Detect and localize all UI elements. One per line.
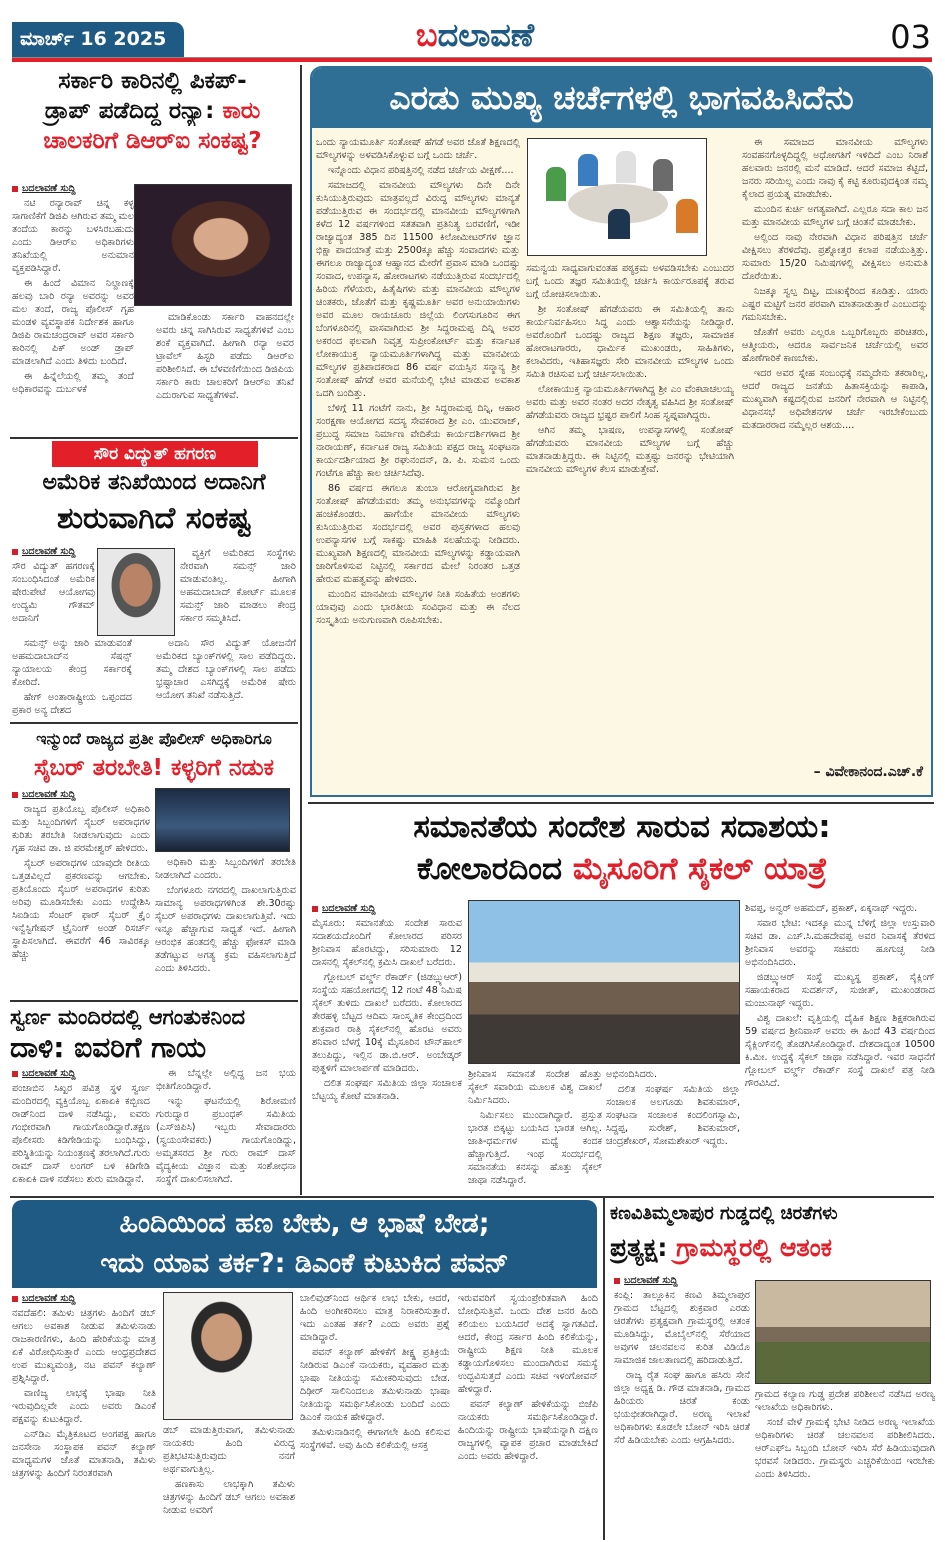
photo-forest-officials [755, 1280, 931, 1384]
paragraph: ಈ ಬೆನ್ನಲ್ಲೇ ಅಲ್ಲಿದ್ದ ಜನ ಭಯ ಭೀತಿಗೊಂಡಿದ್ದಾರೆ. [156, 1068, 296, 1092]
headline-line-2: ಇದು ಯಾವ ತರ್ಕ?: ಡಿಎಂಕೆ ಕುಟುಕಿದ ಪವನ್ [100, 1248, 509, 1279]
paragraph: ಸಂಜೆ ವೇಳೆ ಗ್ರಾಮಕ್ಕೆ ಭೇಟಿ ನೀಡಿದ ಅರಣ್ಯ ಇಲಾಖೆಯ ಅಧಿಕಾರಿಗಳು ಚಿರತೆ ಚಲನವಲನ ಪರಿಶೀಲಿಸಿದರು. ಆರ್‌ಎಫ್‌ಒ ಸಿಬ್ಬಂದಿ ಬೋನ್ ಇರಿಸಿ ಸೆರೆ ಹಿಡಿಯುವುದಾಗಿ ಭರವಸೆ ನೀಡಿದರು. ಗ್ರಾಮಸ್ಥರು ಎಚ್ಚರಿಕೆಯಿಂದ ಇರಬೇಕು ಎಂದು ತಿಳಿಸಿದರು. [755, 1417, 935, 1480]
paragraph: ದಲಿತ ಸಂಘರ್ಷ ಸಮಿತಿಯ ಜಿಲ್ಲಾ ಸಂಚಾಲಕ ಬೆಟ್ಟಯ್ಯ ಕೋಟೆ ಮಾತನಾಡಿ. [312, 1078, 462, 1102]
story-column [316, 136, 520, 796]
paragraph: ಕಂಪ್ಲಿ: ತಾಲ್ಲೂಕಿನ ಕಣವಿ ತಿಮ್ಮಲಾಪುರ ಗ್ರಾಮದ ಬೆಟ್ಟದಲ್ಲಿ ಶುಕ್ರವಾರ ಎರಡು ಚಿರತೆಗಳು ಪ್ರತ್ಯಕ್ಷವಾಗಿ ಗ್ರಾಮಸ್ಥರಲ್ಲಿ ಆತಂಕ ಮೂಡಿಸಿದ್ದು, ಮೊಬೈಲ್‌ನಲ್ಲಿ ಸೆರೆಯಾದ ಅವುಗಳ ಚಲನವಲನ ಕುರಿತ ವಿಡಿಯೊ ಸಾಮಾಜಿಕ ಜಾಲತಾಣದಲ್ಲಿ ಹರಿದಾಡುತ್ತಿದೆ. [614, 1290, 750, 1366]
paragraph: ಪವನ್ ಕಲ್ಯಾಣ್ ಹೇಳಿಕೆಯನ್ನು ಬಿಜೆಪಿ ನಾಯಕರು ಸಮರ್ಥಿಸಿಕೊಂಡಿದ್ದಾರೆ. ಹಿಂದಿಯನ್ನು ರಾಷ್ಟ್ರೀಯ ಭಾಷೆಯನ್ನಾಗಿ ದಕ್ಷಿಣ ರಾಜ್ಯಗಳಲ್ಲಿ ವ್ಯಾಪಕ ಪ್ರಚಾರ ಮಾಡಬೇಕಿದೆ ಎಂದು ಅವರು ಹೇಳಿದ್ದಾರೆ. [458, 1399, 598, 1462]
byline: ಬದಲಾವಣೆ ಸುದ್ದಿ [12, 1292, 156, 1305]
headline-black: ಕೋಲಾರದಿಂದ [416, 851, 573, 887]
paragraph: ಜೊತೆಗೆ ಅವರು ಎಲ್ಲರೂ ಒಬ್ಬರಿಗೊಬ್ಬರು ಪರಿಚಿತರು, ಆತ್ಮೀಯರು, ಆದರೂ ಸಾರ್ವಜನಿಕ ಚರ್ಚೆಯಲ್ಲಿ ಅವರ ಹೊಣೆಗಾರಿಕೆ ಕಾಣಬೇಕು. [742, 327, 928, 364]
byline: ಬದಲಾವಣೆ ಸುದ್ದಿ [614, 1274, 750, 1287]
paragraph: ಬಾಲಿವುಡ್‌ನಿಂದ ಆರ್ಥಿಕ ಲಾಭ ಬೇಕು, ಆದರೆ, ಹಿಂದಿ ಅಂಗೀಕರಿಸಲು ಮಾತ್ರ ನಿರಾಕರಿಸುತ್ತಾರೆ. ಇದು ಎಂತಹ ತರ್ಕ? ಎಂದು ಅವರು ಪ್ರಶ್ನೆ ಮಾಡಿದ್ದಾರೆ. [300, 1293, 450, 1343]
paragraph: ಎನ್‌ಡಿಎ ಮೈತ್ರಿಕೂಟದ ಅಂಗಪಕ್ಷ ಹಾಗೂ ಜನಸೇನಾ ಸಂಸ್ಥಾಪಕ ಪವನ್ ಕಲ್ಯಾಣ್ ಮಾಧ್ಯಮಗಳ ಜೊತೆ ಮಾತನಾಡಿ, ತಮಿಳು ಚಿತ್ರಗಳನ್ನು ಹಿಂದಿಗೆ ನಿರಂತರವಾಗಿ [12, 1429, 156, 1479]
paragraph: ಅಭಿನಂದಿಸಿದರು. [606, 1069, 658, 1080]
story-divider [308, 802, 934, 804]
paragraph: 86 ವರ್ಷದ ಈಗಲೂ ತುಂಬಾ ಆರೋಗ್ಯವಾಗಿರುವ ಶ್ರೀ ಸಂತೋಷ್ ಹೆಗಡೆಯವರು ತಮ್ಮ ಅನುಭವಗಳನ್ನು ನಮ್ಮೊಂದಿಗೆ ಹಂಚಿಕೊಂಡರು. ಹಾಗೆಯೇ ಮಾನವೀಯ ಮೌಲ್ಯಗಳು ಕುಸಿಯುತ್ತಿರುವ ಸಂದರ್ಭದಲ್ಲಿ ಅವರ ಪುಸ್ತಕಗಳಾದ ಹಲವು ಉಪನ್ಯಾಸಗಳ ಬಗ್ಗೆ ಸಾಕಷ್ಟು ಮಾಹಿತಿ ಸಲಹೆಯನ್ನು ನೀಡಿದರು. ಮುಖ್ಯವಾಗಿ ಶಿಕ್ಷಣದಲ್ಲಿ ಮಾನವೀಯ ಮೌಲ್ಯಗಳನ್ನು ಕಡ್ಡಾಯವಾಗಿ ಜಾರಿಗೊಳಿಸುವ ನಿಟ್ಟಿನಲ್ಲಿ ಸರ್ಕಾರದ ಮೇಲೆ ನಿರಂತರ ಒತ್ತಡ ಹೇರುವ ಮಹತ್ವವನ್ನು ಹೇಳಿದರು. [316, 483, 520, 585]
paragraph: ಅಧಿಕಾರಿ ಮತ್ತು ಸಿಬ್ಬಂದಿಗಳಿಗೆ ತರಬೇತಿ ನೀಡಲಾಗಿದೆ ಎಂದರು. [155, 857, 296, 881]
paragraph: ಗ್ಲೋಬಲ್ ವರ್ಲ್ಡ್ ರೆಕಾರ್ಡ್ (ಜಿಡಬ್ಲ್ಯುಆರ್) ಸಂಸ್ಥೆಯ ಸಹಯೋಗದಲ್ಲಿ 12 ಗಂಟೆ 48 ನಿಮಿಷ ಸೈಕಲ್ ತುಳಿದು ದಾಖಲೆ ಬರೆದರು. ಕೋಲಾರದ ತೇರಹಳ್ಳಿ ಬೆಟ್ಟದ ಆದಿಮ ಸಾಂಸ್ಕೃತಿಕ ಕೇಂದ್ರದಿಂದ ಶುಕ್ರವಾರ ರಾತ್ರಿ ಸೈಕಲ್‌ನಲ್ಲಿ ಹೊರಟ ಅವರು ಶನಿವಾರ ಬೆಳಗ್ಗೆ 10ಕ್ಕೆ ಮೈಸೂರಿನ ಟೌನ್‌ಹಾಲ್ ತಲುಪಿದ್ದು, ಇಲ್ಲಿನ ಡಾ.ಬಿ.ಆರ್. ಅಂಬೇಡ್ಕರ್ ಪುತ್ಥಳಿಗೆ ಮಾಲಾರ್ಪಣೆ ಮಾಡಿದರು. [312, 972, 462, 1074]
column-divider-bottom [603, 1197, 605, 1540]
paragraph: ಇದರ ಅವರ ಸ್ನೇಹ ಸಂಬಂಧಕ್ಕೆ ನಮ್ಮದೇನು ತಕರಾರಿಲ್ಲ, ಆದರೆ ರಾಜ್ಯದ ಜನತೆಯ ಹಿತಾಸಕ್ತಿಯನ್ನು ಕಾಪಾಡಿ, ಮುಖ್ಯವಾಗಿ ಕಷ್ಟದಲ್ಲಿರುವ ಜನರಿಗೆ ನೇರವಾಗಿ ಆ ನಿಟ್ಟಿನಲ್ಲಿ ವಿಧಾನಸಭೆ ಅಧಿವೇಶನಗಳ ಚರ್ಚೆ ಇರಬೇಕೆಂಬುದು ಮತದಾರರಾದ ನಮ್ಮೆಲ್ಲರ ಆಶಯ.... [742, 368, 928, 431]
byline: ಬದಲಾವಣೆ ಸುದ್ದಿ [312, 902, 462, 915]
paragraph: ರಾಜ್ಯದ ಪ್ರತಿಯೊಬ್ಬ ಪೊಲೀಸ್ ಅಧಿಕಾರಿ ಮತ್ತು ಸಿಬ್ಬಂದಿಗಳಿಗೆ ಸೈಬರ್ ಅಪರಾಧಗಳ ಕುರಿತು ತರಬೇತಿ ನೀಡಲಾಗುವುದು ಎಂದು ಗೃಹ ಸಚಿವ ಡಾ. ಜಿ ಪರಮೇಶ್ವರ್ ಹೇಳಿದರು. [12, 804, 150, 854]
paragraph: ನವದೆಹಲಿ: ತಮಿಳು ಚಿತ್ರಗಳು ಹಿಂದಿಗೆ ಡಬ್ ಆಗಲು ಅವಕಾಶ ನೀಡುವ ತಮಿಳುನಾಡು ರಾಜಕಾರಣಿಗಳು, ಹಿಂದಿ ಹೇರಿಕೆಯನ್ನು ಮಾತ್ರ ಏಕೆ ವಿರೋಧಿಸುತ್ತಾರೆ ಎಂದು ಆಂಧ್ರಪ್ರದೇಶದ ಉಪ ಮುಖ್ಯಮಂತ್ರಿ, ನಟ ಪವನ್ ಕಲ್ಯಾಣ್ ಪ್ರಶ್ನಿಸಿದ್ದಾರೆ. [12, 1308, 156, 1384]
headline-line-1: ಸಮಾನತೆಯ ಸಂದೇಶ ಸಾರುವ ಸದಾಶಯ: [413, 809, 831, 845]
headline-black: ಡ್ರಾಪ್ ಪಡೆದಿದ್ದ ರನ್ಯಾ: [44, 98, 223, 124]
paragraph: ವಾಣಿಜ್ಯ ಲಾಭಕ್ಕೆ ಭಾಷಾ ನೀತಿ ಇರುವುದಿಲ್ಲವೇ ಎಂದು ಅವರು ಡಿಎಂಕೆ ಪಕ್ಷವನ್ನು ಕುಟುಕಿದ್ದಾರೆ. [12, 1388, 156, 1425]
paragraph: ಬೆಳಿಗ್ಗೆ 11 ಗಂಟೆಗೆ ನಾನು, ಶ್ರೀ ಸಿದ್ದರಾಮಪ್ಪ ದಿನ್ನಿ, ಆಹಾರ ಸಂರಕ್ಷಣಾ ಆಯೋಗದ ಸದಸ್ಯ ಸೇವಕರಾದ ಶ್ರೀ ಎಂ. ಯುವರಾಜ್, ಪ್ರಬುದ್ಧ ಸಮಾಜ ನಿರ್ಮಾಣ ವೇದಿಕೆಯ ಕಾರ್ಯದರ್ಶಿಗಳಾದ ಶ್ರೀ ನಾರಾಯಣ್, ಕರ್ನಾಟಕ ರಾಜ್ಯ ಸಮಿತಿಯ ಪಕ್ಷದ ರಾಜ್ಯ ಸಂಘಟನಾ ಕಾರ್ಯದರ್ಶಿಯಾದ ಶ್ರೀ ರಘುನಂದನ್, ಡಿ. ಪಿ. ಸುಮನ ಒಂದು ಗಂಟೆಗೂ ಹೆಚ್ಚು ಕಾಲ ಚರ್ಚಿಸಿದೆವು. [316, 403, 520, 479]
photo-caption: ಗ್ರಾಮದ ಕಲ್ಯಾಣ ಗುಡ್ಡ ಪ್ರದೇಶ ಪರಿಶೀಲನೆ ನಡೆಸಿದ ಅರಣ್ಯ ಇಲಾಖೆಯ ಅಧಿಕಾರಿಗಳು. [755, 1389, 935, 1413]
story-divider [10, 437, 298, 439]
paragraph: ದಲಿತ ಸಂಘರ್ಷ ಸಮಿತಿಯ ಜಿಲ್ಲಾ ಸಂಚಾಲಕ ಅಲಗೂಡು ಶಿವಕುಮಾರ್, ಸಂಘಟನಾ ಸಂಚಾಲಕ ಕಂದಲಿಂಗಸ್ವಾಮಿ, ಸಿದ್ದಪ್ಪ, ಸುರೇಶ್, ಶಿವಕುಮಾರ್, ಚಂದ್ರಶೇಖರ್, ಸೋಮಶೇಖರ್ ಇದ್ದರು. [606, 1084, 740, 1147]
paragraph: ಇನ್ನು ಘಟನೆಯಲ್ಲಿ ಶಿರೋಮಣಿ ಗುರುದ್ವಾರ ಪ್ರಬಂಧಕ್ ಸಮಿತಿಯ (ಎಸ್‌ಜಿಪಿಸಿ) ಇಬ್ಬರು ಸೇವಾದಾರರು (ಸ್ವಯಂಸೇವಕರು) ಗಾಯಗೊಂಡಿದ್ದು, ಅಮೃತಸರದ ಶ್ರೀ ಗುರು ರಾಮ್ ದಾಸ್ ವೈದ್ಯಕೀಯ ವಿಜ್ಞಾನ ಮತ್ತು ಸಂಶೋಧನಾ ಸಂಸ್ಥೆಗೆ ದಾಖಲಿಸಲಾಗಿದೆ. [156, 1096, 296, 1185]
headline-red: ಗ್ರಾಮಸ್ಥರಲ್ಲಿ ಆತಂಕ [676, 1233, 833, 1262]
paragraph: ನಿರ್ಮಿಸಲು ಮುಂದಾಗಿದ್ದಾರೆ. ಪ್ರಸ್ತುತ ಭಾರತ ಬಿಕ್ಕಟ್ಟು ಬಯಸಿದ ಭಾರತ ಆಗಿಲ್ಲ. ಜಾತಿ-ಧರ್ಮಗಳ ಮಧ್ಯೆ ಕಂದಕ ಹೆಚ್ಚಾಗುತ್ತಿದೆ. ಇಂಥ ಸಂದರ್ಭದಲ್ಲಿ ಸಮಾನತೆಯ ಕನಸನ್ನು ಹೊತ್ತು ಸೈಕಲ್ ಜಾಥಾ ನಡೆಸಿದ್ದಾರೆ. [468, 1110, 602, 1186]
headline-line-1: ಕಣವಿತಿಮ್ಮಲಾಪುರ ಗುಡ್ಡದಲ್ಲಿ ಚಿರತೆಗಳು [610, 1203, 838, 1224]
paragraph: ಜಿಡಬ್ಲ್ಯುಆರ್ ಸಂಸ್ಥೆ ಮುಖ್ಯಸ್ಥ ಪ್ರಕಾಶ್, ಸೈಕ್ಲಿಂಗ್ ಸಹಾಯಕರಾದ ಸುದರ್ಶನ್, ಸುಜೀತ್, ಮುಖಂಡರಾದ ಮಂಜುನಾಥ್ ಇದ್ದರು. [745, 972, 935, 1009]
paragraph: ಇರುವವರಿಗೆ ಸ್ವಯಂಪ್ರೇರಿತವಾಗಿ ಹಿಂದಿ ಬೋಧಿಸುತ್ತಿವೆ. ಒಂದು ದೇಶ ಜನರ ಹಿಂದಿ ಕಲಿಯಲು ಬಯಸಿದರೆ ಅದಕ್ಕೆ ಸ್ವಾಗತವಿದೆ. ಆದರೆ, ಕೇಂದ್ರ ಸರ್ಕಾರ ಹಿಂದಿ ಕಲಿಕೆಯನ್ನು, ರಾಷ್ಟ್ರೀಯ ಶಿಕ್ಷಣ ನೀತಿ ಮೂಲಕ ಕಡ್ಡಾಯಗೊಳಿಸಲು ಮುಂದಾಗಿರುವ ಸಮಸ್ಯೆ ಉದ್ಭವಿಸುತ್ತದೆ ಎಂದು ಸಚಿವ ಇಳಂಗೋವನ್ ಹೇಳಿದ್ದಾರೆ. [458, 1293, 598, 1395]
story-leopard [610, 1198, 936, 1540]
story-column [12, 788, 150, 998]
story-column [12, 545, 95, 635]
story-column [12, 1067, 150, 1195]
headline-line-2 [308, 848, 936, 890]
logo-rest: ದಲಾವಣೆ [437, 16, 535, 54]
paragraph: ಇನ್ನೊಂದು ವಿಧಾನ ಪರಿಷತ್ತಿನಲ್ಲಿ ನಡೆದ ಚರ್ಚೆಯ ವೀಕ್ಷಣೆ.... [328, 165, 514, 176]
paragraph: ಪಂಜಾಬಿನ ಸಿಖ್ಖರ ಪವಿತ್ರ ಸ್ಥಳ ಸ್ವರ್ಣ ಮಂದಿರದಲ್ಲಿ ವ್ಯಕ್ತಿಯೊಬ್ಬ ಏಕಾಏಕಿ ಕಬ್ಬಿಣದ ರಾಡ್‌ನಿಂದ ದಾಳಿ ನಡೆಸಿದ್ದು, ಐವರು ಗಂಭೀರವಾಗಿ ಗಾಯಗೊಂಡಿದ್ದಾರೆ.ತಕ್ಷಣ ಪೊಲೀಸರು ಕಿಡಿಗೇಡಿಯನ್ನು ಬಂಧಿಸಿದ್ದು, ಪರಿಸ್ಥಿತಿಯನ್ನು ನಿಯಂತ್ರಣಕ್ಕೆ ತರಲಾಗಿದೆ.ಗುರು ರಾಮ್ ದಾಸ್ ಲಂಗರ್ ಬಳಿ ಕಿಡಿಗೇಡಿ ಏಕಾಏಕಿ ದಾಳಿ ನಡೆಸಲು ಶುರು ಮಾಡಿದ್ದಾನೆ. [12, 1083, 150, 1185]
logo-first-letter: ಬ [415, 16, 438, 54]
photo-ranya-rao [134, 184, 292, 306]
story-column [458, 1292, 598, 1537]
paragraph: ಅದಾನಿ ಸೌರ ವಿದ್ಯುತ್ ಯೋಜನೆಗೆ ಅಮೆರಿಕದ ಬ್ಯಾಂಕ್‌ಗಳಲ್ಲಿ ಸಾಲ ಪಡೆದಿದ್ದರು. ತಮ್ಮ ದೇಶದ ಬ್ಯಾಂಕ್‌ಗಳಲ್ಲಿ ಸಾಲ ಪಡೆದು ಭ್ರಷ್ಟಾಚಾರ ಎಸಗಿದ್ದಕ್ಕೆ ಅಮೆರಿಕ ಷೇರು ಆಯೋಗ ತನಿಖೆ ನಡೆಸುತ್ತಿದೆ. [156, 638, 296, 701]
paragraph: ಮುಂದಿನ ಮಾನವೀಯ ಮೌಲ್ಯಗಳ ನೀತಿ ಸಂಹಿತೆಯ ಅಂಶಗಳು ಯಾವುವು ಎಂದು ಭಾರತೀಯ ಸಂವಿಧಾನ ಮತ್ತು ಈ ನೆಲದ ಸಂಸ್ಕೃತಿಯ ಅನುಗುಣವಾಗಿ ರೂಪಿಸಬೇಕು. [316, 589, 520, 626]
paragraph: ಒಂದು ನ್ಯಾಯಮೂರ್ತಿ ಸಂತೋಷ್ ಹೆಗಡೆ ಅವರ ಜೊತೆ ಶಿಕ್ಷಣದಲ್ಲಿ ಮೌಲ್ಯಗಳನ್ನು ಅಳವಡಿಸಿಕೊಳ್ಳುವ ಬಗ್ಗೆ ಒಂದು ಚರ್ಚೆ. [316, 137, 520, 161]
story-cyber [10, 726, 298, 998]
byline: ಬದಲಾವಣೆ ಸುದ್ದಿ [12, 182, 134, 195]
story-pawan [10, 1200, 600, 1540]
paragraph: ವಿಶ್ವ ದಾಖಲೆ: ವೃತ್ತಿಯಲ್ಲಿ ದೈಹಿಕ ಶಿಕ್ಷಣ ಶಿಕ್ಷಕರಾಗಿರುವ 59 ವರ್ಷದ ಶ್ರೀನಿವಾಸ್ ಅವರು ಈ ಹಿಂದೆ 43 ವರ್ಷದಿಂದ ಸೈಕ್ಲಿಂಗ್‌ನಲ್ಲಿ ತೊಡಗಿಸಿಕೊಂಡಿದ್ದಾರೆ. ದೇಶದಾದ್ಯಂತ 10500 ಕಿ.ಮೀ. ಉದ್ದಕ್ಕೆ ಸೈಕಲ್ ಜಾಥಾ ನಡೆಸಿದ್ದಾರೆ. ಇವರ ಸಾಧನೆಗೆ ಗ್ಲೋಬಲ್ ವರ್ಲ್ಡ್ ರೆಕಾರ್ಡ್ ಸಂಸ್ಥೆ ದಾಖಲೆ ಪತ್ರ ನೀಡಿ ಗೌರವಿಸಿದೆ. [745, 1013, 935, 1089]
story-ranya [10, 66, 295, 436]
paragraph: ತಮಿಳುನಾಡಿನಲ್ಲಿ ಈಗಾಗಲೇ ಹಿಂದಿ ಕಲಿಸುವ ಸಂಸ್ಥೆಗಳಿವೆ. ಅವು ಹಿಂದಿ ಕಲಿಕೆಯಲ್ಲಿ ಆಸಕ್ತ [300, 1427, 450, 1451]
page-number: 03 [890, 18, 931, 56]
story-column [742, 136, 928, 764]
pawan-headline-box [12, 1200, 597, 1288]
header-rule [12, 57, 932, 62]
paragraph: ಸಮನ್ಸ್ ಅನ್ನು ಜಾರಿ ಮಾಡುವಂತೆ ಅಹಮದಾಬಾದ್‌ನ ಸೆಷನ್ಸ್ ನ್ಯಾಯಾಲಯ ಕೇಂದ್ರ ಸರ್ಕಾರಕ್ಕೆ ಕೋರಿದೆ. [12, 638, 132, 688]
story-column [606, 1068, 740, 1194]
paragraph: ನಿಜಕ್ಕೂ ಸ್ವಲ್ಪ ದಿಟ್ಟ, ದುಃಖಕ್ಕೆರಿಂದ ಕೂಡಿತ್ತು. ಯಾರು ಎಷ್ಟರ ಮಟ್ಟಿಗೆ ಜನರ ಪರವಾಗಿ ಮಾತನಾಡುತ್ತಾರೆ ಎಂಬುದನ್ನು ಗಮನಿಸಬೇಕು. [742, 286, 928, 323]
headline-line-1: ಸ್ವರ್ಣ ಮಂದಿರದಲ್ಲಿ ಆಗಂತುಕನಿಂದ [10, 1005, 246, 1029]
story-column [156, 311, 294, 436]
headline-red: ಕಾರು [222, 98, 261, 124]
headline-line-1: ಸರ್ಕಾರಿ ಕಾರಿನಲ್ಲಿ ಪಿಕಪ್- [58, 68, 247, 94]
paragraph: ಹಣಕಾಸು ಲಾಭಕ್ಕಾಗಿ ತಮಿಳು ಚಿತ್ರಗಳನ್ನು ಹಿಂದಿಗೆ ಡಬ್ ಆಗಲು ಅವಕಾಶ ನೀಡುವ ಅವರಿಗೆ [163, 1479, 295, 1516]
paragraph: ಸವಾರ ಭೇಟಿ: ಇದಕ್ಕೂ ಮುನ್ನ ಬೆಳಿಗ್ಗೆ ಜಿಲ್ಲಾ ಉಸ್ತುವಾರಿ ಸಚಿವ ಡಾ. ಎಚ್.ಸಿ.ಮಹದೇವಪ್ಪ ಅವರ ನಿವಾಸಕ್ಕೆ ತೆರಳಿದ ಶ್ರೀನಿವಾಸ ಅವರನ್ನು ಸಚಿವರು ಹೂಗುಚ್ಛ ನೀಡಿ ಅಭಿನಂದಿಸಿದರು. [745, 918, 935, 968]
story-column [300, 1292, 450, 1537]
headline-black: ಪ್ರತ್ಯಕ್ಷ: [610, 1233, 677, 1262]
headline-line-2: ದಾಳಿ: ಐವರಿಗೆ ಗಾಯ [10, 1031, 207, 1064]
illustration-meeting [527, 138, 707, 256]
byline: ಬದಲಾವಣೆ ಸುದ್ದಿ [12, 788, 150, 801]
story-column [12, 182, 134, 432]
story-column [12, 1292, 156, 1537]
headline-line-3: ಚಾಲಕರಿಗೆ ಡಿಆರ್‌ಐ ಸಂಕಷ್ಟ? [43, 128, 262, 154]
headline-line-1: ಅಮೆರಿಕ ತನಿಖೆಯಿಂದ ಅದಾನಿಗೆ [42, 470, 266, 495]
paragraph: ವ್ಯಕ್ತಿಗೆ ಅಮೆರಿಕದ ಸಂಸ್ಥೆಗಳು ನೇರವಾಗಿ ಸಮನ್ಸ್ ಜಾರಿ ಮಾಡುವಂತಿಲ್ಲ. ಹೀಗಾಗಿ ಅಹಮದಾಬಾದ್ ಕೋರ್ಟ್ ಮೂಲಕ ಸಮನ್ಸ್ ಜಾರಿ ಮಾಡಲು ಕೇಂದ್ರ ಸರ್ಕಾರ ಸಮ್ಮತಿಸಿದೆ. [180, 548, 296, 624]
headline-line-2: ಶುರುವಾಗಿದೆ ಸಂಕಷ್ಟ [57, 501, 251, 536]
headline-line-2 [610, 1230, 936, 1266]
paragraph: ಮೈಸೂರು: ಸಮಾನತೆಯ ಸಂದೇಶ ಸಾರುವ ಸದಾಶಯದೊಂದಿಗೆ ಕೋಲಾರದ ಪರಿಸರ ಶ್ರೀನಿವಾಸ ಹೊರಟಿದ್ದು, ಸರಿಸುಮಾರು 12 ದಾಸನಲ್ಲಿ ಸೈಕಲ್‌ನಲ್ಲಿ ಕ್ರಮಿಸಿ ದಾಖಲೆ ಬರೆದರು. [312, 918, 462, 968]
column-divider [300, 65, 302, 1195]
story-column [156, 637, 296, 723]
paragraph: ರಾಜ್ಯ ರೈತ ಸಂಘ ಹಾಗೂ ಹಸಿರು ಸೇನೆ ಜಿಲ್ಲಾ ಅಧ್ಯಕ್ಷ ಡಿ. ಗೌಡ ಮಾತನಾಡಿ, ಗ್ರಾಮದ ಹಿರಿಯರು ಚಿರತೆ ಕಂಡು ಭಯಭೀತರಾಗಿದ್ದಾರೆ. ಅರಣ್ಯ ಇಲಾಖೆ ಅಧಿಕಾರಿಗಳು ಕೂಡಲೇ ಬೋನ್ ಇರಿಸಿ ಚಿರತೆ ಸೆರೆ ಹಿಡಿಯಬೇಕು ಎಂದು ಆಗ್ರಹಿಸಿದರು. [614, 1370, 750, 1446]
paragraph: ಶಿವಪ್ಪ, ಅನ್ವರ್ ಅಹಮದ್, ಪ್ರಕಾಶ್, ಏಕ್ಕನಾಥ್ ಇದ್ದರು. [745, 903, 918, 914]
paragraph: ಸಮನ್ವಯ ಸಾಧ್ಯವಾಗುವಂತಹ ಪಠ್ಯಕ್ರಮ ಅಳವಡಿಸಬೇಕು ಎಂಬುದರ ಬಗ್ಗೆ ಒಂದು ತಜ್ಞರ ಸಮಿತಿಯಲ್ಲಿ ಚರ್ಚಿಸಿ ಕಾರ್ಯರೂಪಕ್ಕೆ ತರುವ ಬಗ್ಗೆ ಯೋಚಿಸಲಾಯಿತು. [526, 263, 734, 300]
paragraph: ಮುಂದಿನ ಕುರ್ಚಿ ಅಗತ್ಯವಾಗಿದೆ. ಎಲ್ಲರೂ ಸದಾ ಕಾಲ ಜನ ಮತ್ತು ಮಾನವೀಯ ಮೌಲ್ಯಗಳ ಬಗ್ಗೆ ಚಿಂತನೆ ಮಾಡಬೇಕು. [742, 204, 928, 228]
story-cycle [308, 806, 936, 1196]
story-column [312, 902, 462, 1194]
paragraph: ಈ ಹಿಂದೆ ವಿಮಾನ ನಿಲ್ದಾಣಕ್ಕೆ ಹಲವು ಬಾರಿ ರನ್ಯಾ ಅವರನ್ನು ಅವರ ಮಲ ತಂದೆ, ರಾಜ್ಯ ಪೊಲೀಸ್ ಗೃಹ ಮಂಡಳಿ ವ್ಯವಸ್ಥಾಪಕ ನಿರ್ದೇಶಕ ಹಾಗೂ ಡಿಜಿಪಿ ರಾಮಚಂದ್ರರಾವ್ ಅವರ ಸರ್ಕಾರಿ ಕಾರಿನಲ್ಲಿ ಪಿಕ್ ಅಂಡ್ ಡ್ರಾಪ್ ಮಾಡಲಾಗಿದೆ ಎಂದು ತಿಳಿದು ಬಂದಿದೆ. [12, 278, 134, 367]
story-column [12, 637, 132, 723]
photo-gautam-adani [97, 548, 175, 636]
paragraph: ಮಾಡಿಕೊಂಡು ಸರ್ಕಾರಿ ವಾಹನದಲ್ಲೇ ಅವರು ಚಿನ್ನ ಸಾಗಿಸಿರುವ ಸಾಧ್ಯತೆಗಳಿವೆ ಎಂಬ ಶಂಕೆ ವ್ಯಕ್ತವಾಗಿದೆ. ಹೀಗಾಗಿ ರನ್ಯಾ ಅವರ ಟ್ರಾವೆಲ್ ಹಿಸ್ಟರಿ ಪಡೆದು ಡಿಆರ್‌ಐ ಪರಿಶೀಲಿಸಿದೆ. ಈ ಬೆಳವಣಿಗೆಯಿಂದ ಡಿಜಿಪಿಯ ಸರ್ಕಾರಿ ಕಾರು ಚಾಲಕರಿಗೆ ಡಿಆರ್‌ಐ ತನಿಖೆ ಎದುರಾಗುವ ಸಾಧ್ಯತೆಗಳಿವೆ. [156, 312, 294, 401]
story-column [755, 1388, 935, 1538]
paragraph: ಡಬ್ ಮಾಡುತ್ತಿರುವಾಗ, ತಮಿಳುನಾಡು ನಾಯಕರು ಹಿಂದಿ ವಿರುದ್ಧ ಪ್ರತಿಭಟಿಸುತ್ತಿರುವುದು ನನಗೆ ಅರ್ಥವಾಗುತ್ತಿಲ್ಲ. [163, 1425, 295, 1475]
paragraph: ಪವನ್ ಕಲ್ಯಾಣ್ ಹೇಳಿಕೆಗೆ ತೀಕ್ಷ್ಣ ಪ್ರತಿಕ್ರಿಯೆ ನೀಡಿರುವ ಡಿಎಂಕೆ ನಾಯಕರು, ವ್ಯವಹಾರ ಮತ್ತು ಭಾಷಾ ನೀತಿಯನ್ನು ಸಮೀಕರಿಸುವುದು ಬೇಡ. ದಿಢೀರ್ ಸಾಲಿನಿಂದಲೂ ತಮಿಳುನಾಡು ಭಾಷಾ ನೀತಿಯನ್ನು ಸಮರ್ಥಿಸಿಕೊಂಡು ಬಂದಿದೆ ಎಂದು ಡಿಎಂಕೆ ನಾಯಕ ಹೇಳಿದ್ದಾರೆ. [300, 1347, 450, 1423]
story-adani [10, 441, 298, 723]
date-tab: ಮಾರ್ಚ್ 16 2025 [12, 22, 184, 58]
paragraph: ಹೇಗ್ ಅಂತಾರಾಷ್ಟ್ರೀಯ ಒಪ್ಪಂದದ ಪ್ರಕಾರ ಅನ್ಯ ದೇಶದ [12, 692, 132, 716]
paragraph: ಈ ಹಿನ್ನೆಲೆಯಲ್ಲಿ ತಮ್ಮ ತಂದೆ ಅಧಿಕಾರವನ್ನು ದುರ್ಬಳಕೆ [12, 371, 134, 395]
paragraph: ಅಲ್ಲಿಂದ ನಾವು ನೇರವಾಗಿ ವಿಧಾನ ಪರಿಷತ್ತಿನ ಚರ್ಚೆ ವೀಕ್ಷಿಸಲು ತೆರಳಿದೆವು. ಪ್ರಶ್ನೋತ್ತರ ಕಲಾಪ ನಡೆಯುತ್ತಿತ್ತು. ಸುಮಾರು 15/20 ನಿಮಿಷಗಳಲ್ಲಿ ವೀಕ್ಷಿಸಲು ಅನುಮತಿ ದೊರೆಯಿತು. [742, 232, 928, 282]
story-temple [10, 1003, 298, 1195]
headline-line-1: ಇನ್ಮುಂದೆ ರಾಜ್ಯದ ಪ್ರತೀ ಪೊಲೀಸ್ ಅಧಿಕಾರಿಗೂ [36, 729, 272, 748]
paragraph: ಲೋಕಾಯುಕ್ತ ನ್ಯಾಯಮೂರ್ತಿಗಳಾಗಿದ್ದ ಶ್ರೀ ಎಂ ವೆಂಕಟಾಚಲಯ್ಯ ಅವರು ಮತ್ತು ಅವರ ನಂತರ ಅದರ ನೇತೃತ್ವ ವಹಿಸಿದ ಶ್ರೀ ಸಂತೋಷ್ ಹೆಗಡೆಯವರು ರಾಜ್ಯದ ಭ್ರಷ್ಟರ ಪಾಲಿಗೆ ಸಿಂಹ ಸ್ವಪ್ನವಾಗಿದ್ದರು. [526, 384, 734, 421]
story-column [745, 902, 935, 1194]
headline-line-2 [10, 96, 295, 126]
photo-cyber-police [155, 788, 290, 852]
headline-line-2: ಸೈಬರ್ ತರಬೇತಿ! ಕಳ್ಳರಿಗೆ ನಡುಕ [34, 755, 274, 781]
headline-line-1: ಹಿಂದಿಯಿಂದ ಹಣ ಬೇಕು, ಆ ಭಾಷೆ ಬೇಡ; [119, 1208, 490, 1239]
paragraph: ಸಮಾಜದಲ್ಲಿ ಮಾನವೀಯ ಮೌಲ್ಯಗಳು ದಿನೇ ದಿನೇ ಕುಸಿಯುತ್ತಿರುವುದು ಮಾತ್ರವಲ್ಲದೆ ವಿರುದ್ಧ ಮೌಲ್ಯಗಳು ಮಾನ್ಯತೆ ಪಡೆಯುತ್ತಿರುವ ಈ ಸಂದರ್ಭದಲ್ಲಿ ಮಾನವೀಯ ಮೌಲ್ಯಗಳಿಗಾಗಿ ಕಳೆದ 12 ವರ್ಷಗಳಿಂದ ಸತತವಾಗಿ ಪ್ರತಿನಿತ್ಯ ಬರವಣಿಗೆ, ಇಡೀ ರಾಜ್ಯಾದ್ಯಂತ 385 ದಿನ 11500 ಕಿಲೋಮೀಟರ್‌ಗಳ ಜ್ಞಾನ ಭಿಕ್ಷಾ ಪಾದಯಾತ್ರೆ ಮತ್ತು 2500ಕ್ಕೂ ಹೆಚ್ಚು ಸಂವಾದಗಳು ಮತ್ತು ಈಗಲೂ ರಾಜ್ಯಾದ್ಯಂತ ಆಹ್ವಾನದ ಮೇರೆಗೆ ಪ್ರವಾಸ ಮಾಡಿ ಒಂದಷ್ಟು ಸಂವಾದ, ಉಪನ್ಯಾಸ, ಹೋರಾಟಗಳು ನಡೆಯುತ್ತಿರುವ ಸಂದರ್ಭದಲ್ಲಿ ಹಿರಿಯ ಗೆಳೆಯರು, ಹಿತೈಷಿಗಳು ಮತ್ತು ಮಾನವೀಯ ಮೌಲ್ಯಗಳ ಚಿಂತಕರು, ಜೊತೆಗೆ ಮತ್ತು ಕೃಷ್ಣಮೂರ್ತಿ ಅವರ ಅನುಯಾಯಿಗಳು ಅವರ ಮೂಲ ರಾಯಚೂರು ಜಿಲ್ಲೆಯ ಲಿಂಗಸುಗೂರಿನ ಈಗ ಬೆಂಗಳೂರಿನಲ್ಲಿ ವಾಸವಾಗಿರುವ ಶ್ರೀ ಸಿದ್ದರಾಮಪ್ಪ ದಿನ್ನಿ ಅವರ ಅಕರಂದ ಫಲವಾಗಿ ನಿವೃತ್ತ ಸುಪ್ರೀಂಕೋರ್ಟ್ ಮತ್ತು ಕರ್ನಾಟಕ ಲೋಕಾಯುಕ್ತ ನ್ಯಾಯಮೂರ್ತಿಗಳಾಗಿದ್ದ ಮತ್ತು ಮಾನವೀಯ ಮೌಲ್ಯಗಳ ಪ್ರತಿಪಾದಕರಾದ 86 ವರ್ಷ ವಯಸ್ಸಿನ ಸನ್ಮಾನ್ಯ ಶ್ರೀ ಸಂತೋಷ್ ಹೆಗಡೆ ಅವರ ಮನೆಯಲ್ಲಿ ಭೇಟಿ ಮಾಡುವ ಅವಕಾಶ ಒದಗಿ ಬಂದಿತ್ತು. [316, 180, 520, 399]
paragraph: ಬೆಂಗಳೂರು ನಗರದಲ್ಲಿ ದಾಖಲಾಗುತ್ತಿರುವ ಸಾಮಾನ್ಯ ಅಪರಾಧಗಳಿಗಿಂತ ಶೇ.30ರಷ್ಟು ಸೈಬರ್ ಅಪರಾಧಗಳು ದಾಖಲಾಗುತ್ತಿವೆ. ಇದು ಇನ್ನೂ ಹೆಚ್ಚಾಗುವ ಸಾಧ್ಯತೆ ಇದೆ. ಹೀಗಾಗಿ ಆರಂಭಿಕ ಹಂತದಲ್ಲಿ ಹೆಚ್ಚು ಫೋಕಸ್ ಮಾಡಿ ತಡೆಗಟ್ಟುವ ಅಗತ್ಯ ಕ್ರಮ ವಹಿಸಲಾಗುತ್ತಿದೆ ಎಂದು ತಿಳಿಸಿದರು. [155, 885, 296, 974]
byline: ಬದಲಾವಣೆ ಸುದ್ದಿ [12, 545, 95, 558]
story-column [163, 1424, 295, 1537]
story-column [156, 1067, 296, 1195]
paragraph: ಸೈಬರ್ ಅಪರಾಧಗಳ ಯಾವುದೇ ರೀತಿಯ ಒತ್ತಡವಿಲ್ಲದೆ ಪ್ರಕರಣವನ್ನು ಆಗಬೇಕು. ಪ್ರತಿಯೊಂದು ಸೈಬರ್ ಅಪರಾಧಗಳ ಕುರಿತು ಅರಿವು ಮೂಡಿಸಬೇಕು ಎಂದು ಉದ್ದೇಶಿಸಿ ಸಿಐಡಿಯ ಸೆಂಟರ್ ಫಾರ್ ಸೈಬರ್ ಕ್ರೈಂ ಇನ್ವೆಸ್ಟಿಗೇಷನ್ ಟ್ರೈನಿಂಗ್ ಅಂಡ್ ರಿಸರ್ಚ್ ಸ್ಥಾಪಿಸಲಾಗಿದೆ. ಈವರೆಗೆ 46 ಸಾವಿರಕ್ಕೂ ಹೆಚ್ಚು [12, 858, 150, 960]
paragraph: ಶ್ರೀ ಸಂತೋಷ್ ಹೆಗಡೆಯವರು ಈ ಸಮಿತಿಯಲ್ಲಿ ತಾನು ಕಾರ್ಯನಿರ್ವಹಿಸಲು ಸಿದ್ಧ ಎಂದು ಆಶ್ವಾಸನೆಯನ್ನು ನೀಡಿದ್ದಾರೆ. ಅವರೊಂದಿಗೆ ಒಂದಷ್ಟು ರಾಜ್ಯದ ಶಿಕ್ಷಣ ತಜ್ಞರು, ಸಾಮಾಜಿಕ ಹೋರಾಟಗಾರರು, ಧಾರ್ಮಿಕ ಮುಖಂಡರು, ಸಾಹಿತಿಗಳು, ಕಲಾವಿದರು, ಇತಿಹಾಸಜ್ಞರು ಸೇರಿ ಮಾನವೀಯ ಮೌಲ್ಯಗಳ ಒಂದು ಸಮಿತಿ ರಚಿಸುವ ಬಗ್ಗೆ ಚರ್ಚಿಸಲಾಯಿತು. [526, 304, 734, 380]
story-divider [10, 722, 298, 724]
story-column [614, 1274, 750, 1538]
newspaper-logo [360, 16, 590, 55]
author-signature: – ವಿವೇಕಾನಂದ.ಎಚ್.ಕೆ [813, 764, 923, 780]
story-column [526, 262, 734, 796]
story-column [468, 1068, 602, 1194]
byline: ಬದಲಾವಣೆ ಸುದ್ದಿ [12, 1067, 150, 1080]
paragraph: ಈ ಸಮಾಜದ ಮಾನವೀಯ ಮೌಲ್ಯಗಳು ಸಂವಹನಗೊಳ್ಳದಿದ್ದಲ್ಲಿ ಅಧೋಗತಿಗೆ ಇಳಿದಿದೆ ಎಂಬ ನಿರಾಶೆ ಹಲವಾರು ಜನರಲ್ಲಿ ಮನೆ ಮಾಡಿದೆ. ಆದರೆ ಸಮಾಜ ಕೆಟ್ಟಿದೆ, ಜನರು ಸರಿಯಿಲ್ಲ ಎಂದು ನಾವು ಕೈ ಕಟ್ಟಿ ಕೂರುವುದಕ್ಕಿಂತ ನಮ್ಮ ಕೈಲಾದ ಪ್ರಯತ್ನ ಮಾಡಬೇಕು. [742, 137, 928, 200]
paragraph: ಆಗಿನ ತಮ್ಮ ಭಾಷಣ, ಉಪನ್ಯಾಸಗಳಲ್ಲಿ ಸಂತೋಷ್ ಹೆಗಡೆಯವರು ಮಾನವೀಯ ಮೌಲ್ಯಗಳ ಬಗ್ಗೆ ಹೆಚ್ಚು ಮಾತನಾಡುತ್ತಿದ್ದರು. ಈ ನಿಟ್ಟಿನಲ್ಲಿ ಮತ್ತಷ್ಟು ಜನರನ್ನು ಭೇಟಿಯಾಗಿ ಮಾನವೀಯ ಮೌಲ್ಯಗಳ ಕೆಲಸ ಮಾಡುತ್ತೇವೆ. [526, 425, 734, 475]
photo-pawan-kalyan [163, 1292, 293, 1420]
story-debate-box [310, 66, 933, 797]
story-column [180, 547, 296, 635]
paragraph: ನಟಿ ರನ್ಯಾರಾವ್ ಚಿನ್ನ ಕಳ್ಳ ಸಾಗಾಣಿಕೆಗೆ ಡಿಜಿಪಿ ಆಗಿರುವ ತಮ್ಮ ಮಲ ತಂದೆಯ ಕಾರನ್ನು ಬಳಸಿರಬಹುದು ಎಂದು ಡಿಆರ್‌ಐ ಅಧಿಕಾರಿಗಳು ತನಿಖೆಯಲ್ಲಿ ಅನುಮಾನ ವ್ಯಕ್ತಪಡಿಸಿದ್ದಾರೆ. [12, 198, 134, 274]
story-column [155, 856, 296, 998]
kicker-label: ಸೌರ ವಿದ್ಯುತ್ ಹಗರಣ [52, 441, 258, 467]
headline-red: ಮೈಸೂರಿಗೆ ಸೈಕಲ್ ಯಾತ್ರೆ [572, 851, 828, 887]
debate-headline: ಎರಡು ಮುಖ್ಯ ಚರ್ಚೆಗಳಲ್ಲಿ ಭಾಗವಹಿಸಿದೆನು [312, 68, 931, 128]
photo-caption: ಶ್ರೀನಿವಾಸ ಸಮಾನತೆ ಸಂದೇಶ ಹೊತ್ತು ಸೈಕಲ್ ಸವಾರಿಯ ಮೂಲಕ ವಿಶ್ವ ದಾಖಲೆ ನಿರ್ಮಿಸಿದರು. [468, 1069, 602, 1106]
paragraph: ಸೌರ ವಿದ್ಯುತ್ ಹಗರಣಕ್ಕೆ ಸಂಬಂಧಿಸಿದಂತೆ ಅಮೆರಿಕ ಷೇರುಪೇಟೆ ಆಯೋಗವು ಉದ್ಯಮಿ ಗೌತಮ್ ಅದಾನಿಗೆ [12, 561, 95, 624]
photo-cycle-rally [468, 900, 740, 1064]
story-divider [10, 1000, 298, 1002]
